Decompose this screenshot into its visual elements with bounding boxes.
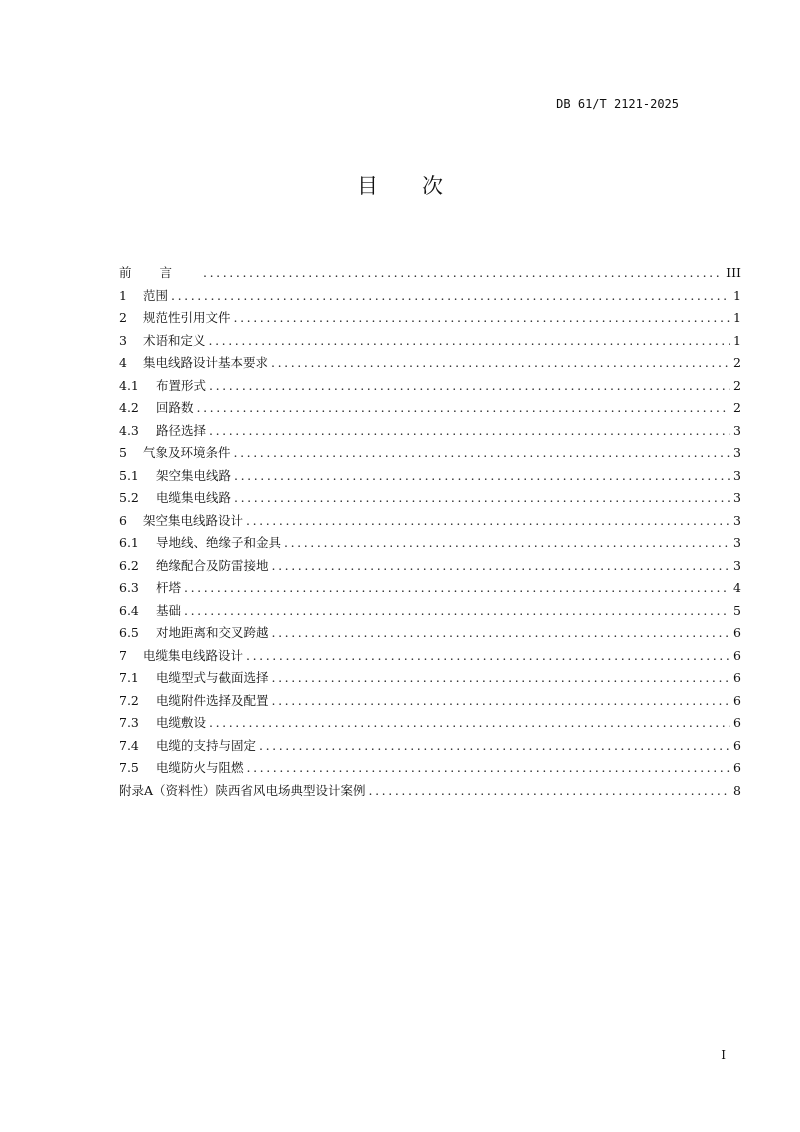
toc-entry[interactable] <box>119 533 741 556</box>
toc-entry-page: 5 <box>733 602 741 618</box>
dot-leader <box>284 535 730 550</box>
toc-entry[interactable] <box>119 263 741 286</box>
dot-leader <box>209 378 730 393</box>
toc-entry[interactable] <box>119 511 741 534</box>
toc-entry-number: 4.2 <box>119 400 139 415</box>
toc-entry[interactable] <box>119 556 741 579</box>
dot-leader <box>246 648 730 663</box>
toc-entry-label: 电缆集电线路设计 <box>143 647 244 663</box>
toc-entry-label: 附录A（资料性）陕西省风电场典型设计案例 <box>119 782 366 798</box>
toc-entry-label: 绝缘配合及防雷接地 <box>156 557 269 573</box>
dot-leader <box>209 715 730 730</box>
dot-leader <box>271 355 730 370</box>
dot-leader <box>272 670 731 685</box>
toc-entry-label: 电缆敷设 <box>156 715 207 730</box>
toc-entry-label: 基础 <box>156 602 182 618</box>
toc-entry-number: 7.2 <box>119 692 139 708</box>
toc-entry-page: 3 <box>733 535 741 550</box>
toc-entry-number: 5 <box>119 445 127 460</box>
toc-entry[interactable] <box>119 623 741 646</box>
toc-entry-label: 规范性引用文件 <box>143 310 231 325</box>
dot-leader <box>272 625 731 640</box>
toc-entry-page: 6 <box>733 647 741 663</box>
toc-entry-number: 6.1 <box>119 535 139 550</box>
toc-entry-label: 气象及环境条件 <box>143 445 231 460</box>
dot-leader <box>197 400 731 415</box>
toc-entry[interactable] <box>119 713 741 736</box>
toc-entry-number: 6.3 <box>119 580 139 595</box>
toc-entry[interactable] <box>119 443 741 466</box>
toc-entry-label: 布置形式 <box>156 377 207 393</box>
toc-entry-label: 架空集电线路 <box>156 467 232 483</box>
toc-entry-page: 3 <box>733 422 741 438</box>
toc-entry-page: 1 <box>733 310 741 325</box>
toc-entry-number: 7.3 <box>119 715 139 730</box>
toc-entry[interactable] <box>119 668 741 691</box>
toc-entry-number: 7.4 <box>119 737 139 753</box>
toc-entry-number: 3 <box>119 332 127 348</box>
toc-entry-number: 5.1 <box>119 467 139 483</box>
dot-leader <box>259 738 730 753</box>
toc-entry[interactable] <box>119 691 741 714</box>
toc-entry-number: 7 <box>119 647 127 663</box>
toc-entry-label: 范围 <box>143 287 169 303</box>
toc-entry[interactable] <box>119 286 741 309</box>
toc-entry-page: III <box>726 265 741 280</box>
table-of-contents <box>119 263 741 803</box>
toc-entry[interactable] <box>119 781 741 804</box>
dot-leader <box>234 490 730 505</box>
toc-entry-page: 3 <box>733 512 741 528</box>
toc-entry-page: 3 <box>733 557 741 573</box>
toc-entry[interactable] <box>119 646 741 669</box>
toc-entry-number: 4 <box>119 355 127 370</box>
toc-entry-page: 6 <box>733 715 741 730</box>
toc-entry-number: 6.2 <box>119 557 139 573</box>
toc-entry-page: 6 <box>733 670 741 685</box>
toc-entry-page: 6 <box>733 692 741 708</box>
toc-entry[interactable] <box>119 398 741 421</box>
toc-entry-number: 6.5 <box>119 625 139 640</box>
toc-entry-page: 2 <box>733 355 741 370</box>
toc-entry-number: 5.2 <box>119 490 139 505</box>
toc-entry-number: 2 <box>119 310 127 325</box>
dot-leader <box>234 445 731 460</box>
page-title: 目次 <box>357 174 487 198</box>
toc-entry-label: 电缆型式与截面选择 <box>156 670 269 685</box>
toc-entry[interactable] <box>119 421 741 444</box>
dot-leader <box>369 783 731 798</box>
dot-leader <box>203 265 723 280</box>
toc-entry-label: 电缆防火与阻燃 <box>156 760 244 775</box>
toc-entry-label: 导地线、绝缘子和金具 <box>156 535 282 550</box>
dot-leader <box>247 760 731 775</box>
toc-entry-page: 2 <box>733 377 741 393</box>
toc-entry-page: 3 <box>733 445 741 460</box>
toc-entry-number: 7.5 <box>119 760 139 775</box>
dot-leader <box>272 693 731 708</box>
page-number: I <box>721 1048 726 1062</box>
toc-entry[interactable] <box>119 376 741 399</box>
toc-entry-label: 架空集电线路设计 <box>143 512 244 528</box>
toc-entry-page: 6 <box>733 737 741 753</box>
toc-entry-page: 8 <box>733 782 741 798</box>
toc-entry-label: 术语和定义 <box>143 332 206 348</box>
dot-leader <box>234 468 730 483</box>
toc-entry-page: 6 <box>733 625 741 640</box>
toc-entry-page: 2 <box>733 400 741 415</box>
toc-entry-number: 1 <box>119 287 127 303</box>
toc-entry-number: 6.4 <box>119 602 139 618</box>
toc-entry-label: 电缆集电线路 <box>156 490 232 505</box>
toc-entry-number: 6 <box>119 512 127 528</box>
toc-entry-number: 4.3 <box>119 422 139 438</box>
dot-leader <box>234 310 731 325</box>
toc-entry-label: 前言 <box>119 265 201 280</box>
toc-entry[interactable] <box>119 466 741 489</box>
toc-entry-label: 杆塔 <box>156 580 182 595</box>
toc-entry-label: 回路数 <box>156 400 194 415</box>
toc-entry-label: 电缆的支持与固定 <box>156 737 257 753</box>
dot-leader <box>171 288 730 303</box>
toc-entry-number: 7.1 <box>119 670 139 685</box>
toc-entry[interactable] <box>119 578 741 601</box>
toc-entry[interactable] <box>119 353 741 376</box>
toc-entry-page: 1 <box>733 287 741 303</box>
toc-entry[interactable] <box>119 601 741 624</box>
toc-entry[interactable] <box>119 736 741 759</box>
toc-entry-page: 3 <box>733 467 741 483</box>
toc-entry-label: 路径选择 <box>156 422 207 438</box>
toc-entry-page: 1 <box>733 332 741 348</box>
dot-leader <box>209 423 730 438</box>
toc-entry-label: 电缆附件选择及配置 <box>156 692 269 708</box>
toc-entry-page: 4 <box>733 580 741 595</box>
dot-leader <box>209 333 731 348</box>
toc-entry-page: 6 <box>733 760 741 775</box>
toc-entry-page: 3 <box>733 490 741 505</box>
dot-leader <box>184 580 730 595</box>
toc-entry[interactable] <box>119 488 741 511</box>
toc-entry-label: 集电线路设计基本要求 <box>143 355 269 370</box>
document-id: DB 61/T 2121-2025 <box>556 97 679 111</box>
dot-leader <box>184 603 730 618</box>
toc-entry-number: 4.1 <box>119 377 139 393</box>
dot-leader <box>272 558 731 573</box>
toc-entry[interactable] <box>119 758 741 781</box>
toc-entry-label: 对地距离和交叉跨越 <box>156 625 269 640</box>
dot-leader <box>246 513 730 528</box>
toc-entry[interactable] <box>119 331 741 354</box>
toc-entry[interactable] <box>119 308 741 331</box>
